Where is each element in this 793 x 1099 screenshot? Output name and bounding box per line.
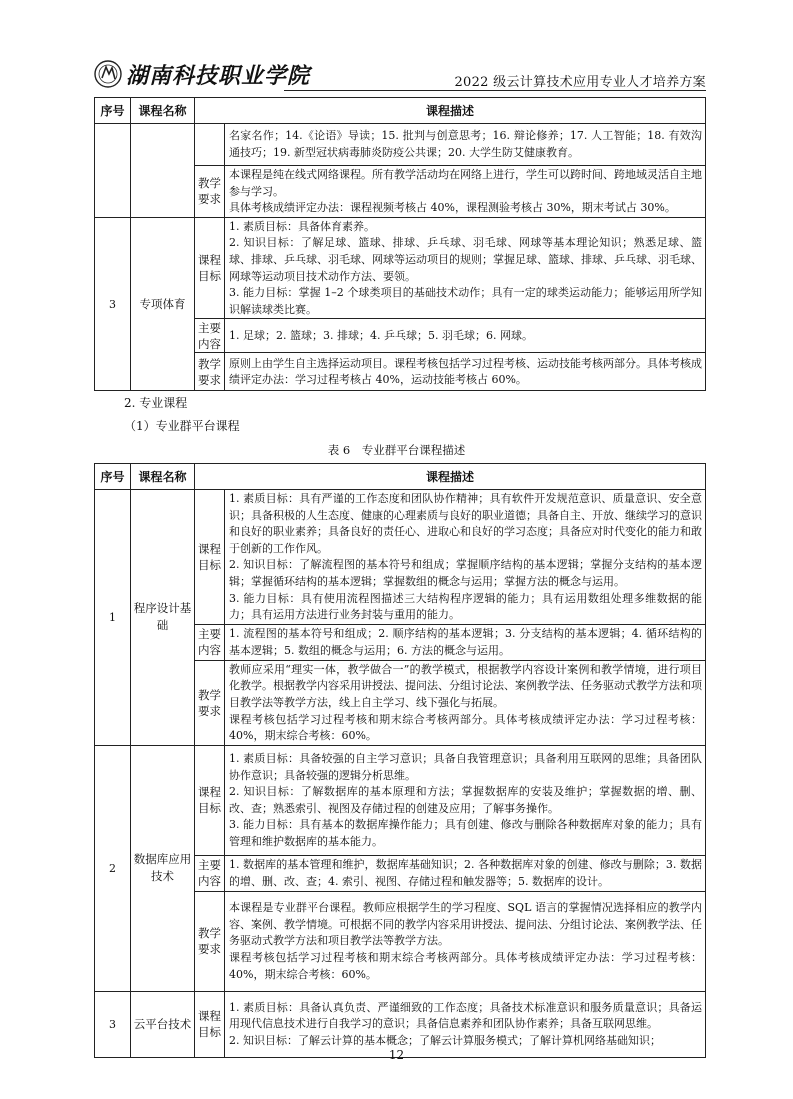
table-caption: 表 6 专业群平台课程描述 (327, 443, 466, 457)
page-number: 12 (388, 1048, 405, 1062)
course-goal: 1. 素质目标：具备认真负责、严谨细致的工作态度；具备技术标准意识和服务质量意识；具备运用现代信息技术进行自我学习的意识；具备信息素养和团队协作素养；具备互联网思维。 2. 知识目标：了解云计算的基本概念；了解云计算服务模式；了解计算机网络基础知识； (225, 991, 706, 1057)
content-label: 主要内容 (195, 319, 225, 353)
table-row (95, 490, 706, 625)
course-content: 1. 足球；2. 篮球；3. 排球；4. 乒乓球；5. 羽毛球；6. 网球。 (225, 319, 706, 353)
req-label: 教学要求 (195, 353, 225, 391)
req-label: 教学要求 (195, 891, 225, 991)
content-label: 主要内容 (195, 855, 225, 891)
req-label: 教学要求 (195, 660, 225, 745)
college-logo (94, 58, 311, 90)
header-rule (284, 90, 706, 91)
header-no: 序号 (95, 98, 131, 124)
course-no: 3 (95, 217, 131, 391)
course-content: 1. 流程图的基本符号和组成；2. 顺序结构的基本逻辑；3. 分支结构的基本逻辑；4. 循环结构的基本逻辑；5. 数组的概念与运用；6. 方法的概念与运用。 (225, 624, 706, 660)
course-name: 专项体育 (131, 217, 195, 391)
course-no: 1 (95, 490, 131, 746)
section-heading: 2. 专业课程 (124, 396, 188, 410)
content-label: 主要内容 (195, 624, 225, 660)
course-name: 程序设计基础 (131, 490, 195, 746)
course-name: 云平台技术 (131, 991, 195, 1057)
course-no: 3 (95, 991, 131, 1057)
req-label: 教学要求 (195, 166, 225, 218)
goal-label: 课程目标 (195, 490, 225, 625)
goal-label: 课程目标 (195, 217, 225, 319)
prev-course-content: 名家名作；14.《论语》导读；15. 批判与创意思考；16. 辩论修养；17. 人工智能；18. 有效沟通技巧；19. 新型冠状病毒肺炎防疫公共课；20. 大学生防艾健康教育。 (225, 124, 706, 166)
table-header-row (95, 98, 706, 124)
course-name: 数据库应用技术 (131, 745, 195, 991)
course-req: 原则上由学生自主选择运动项目。课程考核包括学习过程考核、运动技能考核两部分。具体考核成绩评定办法：学习过程考核占 40%，运动技能考核占 60%。 (225, 353, 706, 391)
header-name: 课程名称 (131, 98, 195, 124)
goal-label: 课程目标 (195, 745, 225, 855)
table-row (95, 217, 706, 319)
document-title: 2022 级云计算技术应用专业人才培养方案 (454, 75, 706, 90)
header-desc: 课程描述 (195, 464, 706, 490)
header-name: 课程名称 (131, 464, 195, 490)
svg-text:湖南科技职业学院: 湖南科技职业学院 (126, 63, 311, 89)
table-row (95, 124, 706, 166)
course-no: 2 (95, 745, 131, 991)
course-goal: 1. 素质目标：具备较强的自主学习意识；具备自我管理意识；具备利用互联网的思维；具备团队协作意识；具备较强的逻辑分析思维。 2. 知识目标：了解数据库的基本原理和方法；掌握数据库的安装及维护；掌握数据的增、删、改、查；熟悉索引、视图及存储过程的创建及应用；了解事务操作。 3. 能力目标：具有基本的数据库操作能力；具有创建、修改与删除各种数据库对象的能力；具有管理和维护数据库的基本能力。 (225, 745, 706, 855)
course-req: 教师应采用“理实一体，教学做合一”的教学模式，根据教学内容设计案例和教学情境，进行项目化教学。根据教学内容采用讲授法、提问法、分组讨论法、案例教学法、任务驱动式教学方法和项目教学法等教学方法，线上自主学习、线下强化与拓展。 课程考核包括学习过程考核和期末综合考核两部分。具体考核成绩评定办法：学习过程考核：40%，期末综合考核：60%。 (225, 660, 706, 745)
table-header-row (95, 464, 706, 490)
subsection-heading: （1）专业群平台课程 (124, 419, 240, 433)
platform-course-table (94, 463, 706, 1058)
goal-label: 课程目标 (195, 991, 225, 1057)
course-table-continued (94, 97, 706, 391)
course-goal: 1. 素质目标：具备体育素养。 2. 知识目标：了解足球、篮球、排球、乒乓球、羽毛球、网球等基本理论知识；熟悉足球、篮球、排球、乒乓球、羽毛球、网球等运动项目的规则；掌握足球、篮球、排球、乒乓球、羽毛球、网球等运动项目技术动作方法、要领。 3. 能力目标：掌握 1–2 个球类项目的基础技术动作；具有一定的球类运动能力；能够运用所学知识解读球类比赛。 (225, 217, 706, 319)
header-desc: 课程描述 (195, 98, 706, 124)
course-goal: 1. 素质目标：具有严谨的工作态度和团队协作精神；具有软件开发规范意识、质量意识、安全意识；具备积极的人生态度、健康的心理素质与良好的职业道德；具备自主、开放、继续学习的意识和良好的职业素养；具备良好的责任心、进取心和良好的学习态度；具备应对时代变化的能力和敢于创新的工作作风。 2. 知识目标：了解流程图的基本符号和组成；掌握顺序结构的基本逻辑；掌握分支结构的基本逻辑；掌握循环结构的基本逻辑；掌握数组的概念与运用；掌握方法的概念与运用。 3. 能力目标：具有使用流程图描述三大结构程序逻辑的能力；具有运用数组处理多维数据的能力；具有运用方法进行业务封装与重用的能力。 (225, 490, 706, 625)
table-row (95, 745, 706, 855)
prev-course-req: 本课程是纯在线式网络课程。所有教学活动均在网络上进行，学生可以跨时间、跨地域灵活自主地参与学习。 具体考核成绩评定办法：课程视频考核占 40%，课程测验考核占 30%，期末考试占 30%。 (225, 166, 706, 218)
header-no: 序号 (95, 464, 131, 490)
course-req: 本课程是专业群平台课程。教师应根据学生的学习程度、SQL 语言的掌握情况选择相应的教学内容、案例、教学情境。可根据不同的教学内容采用讲授法、提问法、分组讨论法、案例教学法、任务驱动式教学方法和项目教学法等教学方法。 课程考核包括学习过程考核和期末综合考核两部分。具体考核成绩评定办法：学习过程考核：40%，期末综合考核：60%。 (225, 891, 706, 991)
course-content: 1. 数据库的基本管理和维护，数据库基础知识；2. 各种数据库对象的创建、修改与删除；3. 数据的增、删、改、查；4. 索引、视图、存储过程和触发器等；5. 数据库的设计。 (225, 855, 706, 891)
page-header (94, 55, 706, 95)
